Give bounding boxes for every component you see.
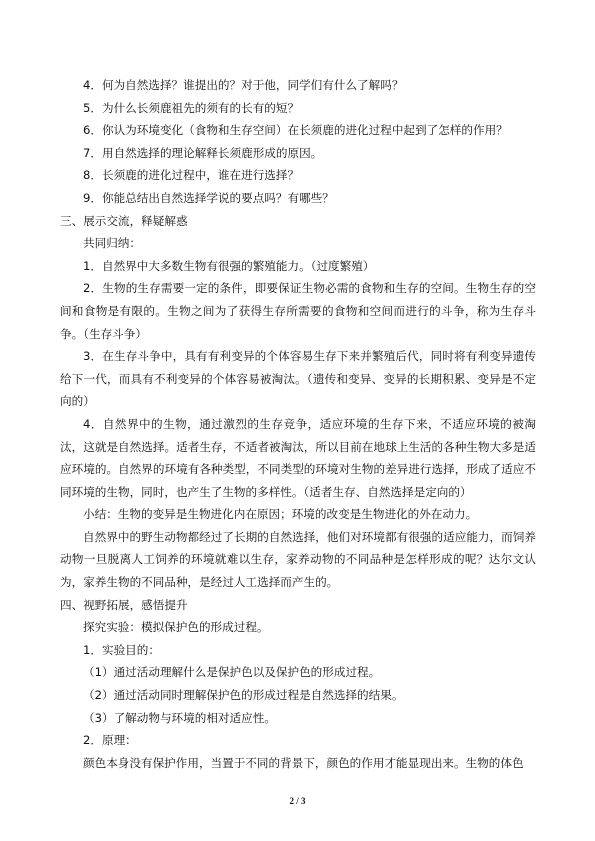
paragraph: （2）通过活动同时理解保护色的形成过程是自然选择的结果。 bbox=[83, 688, 404, 703]
document-body bbox=[60, 74, 536, 774]
paragraph: 探究实验：模拟保护色的形成过程。 bbox=[83, 620, 269, 635]
paragraph: （3）了解动物与环境的相对适应性。 bbox=[83, 710, 276, 725]
paragraph: 小结：生物的变异是生物进化内在原因；环境的改变是生物进化的外在动力。 bbox=[83, 507, 478, 522]
paragraph: 8．长须鹿的进化过程中，谁在进行选择？ bbox=[83, 168, 300, 183]
paragraph: 3．在生存斗争中，具有有利变异的个体容易生存下来并繁殖后代，同时将有利变异遗传给下一代，而具有不利变异的个体容易被淘汰。（遗传和变异、变异的长期积累、变异是不定向的） bbox=[60, 349, 536, 409]
page-number: 2 / 3 bbox=[289, 796, 306, 806]
paragraph: 三、展示交流，释疑解惑 bbox=[60, 213, 188, 228]
paragraph: 1．自然界中大多数生物有很强的繁殖能力。（过度繁殖） bbox=[83, 258, 375, 273]
paragraph: 1．实验目的： bbox=[83, 642, 160, 657]
paragraph: 7．用自然选择的理论解释长须鹿形成的原因。 bbox=[83, 145, 323, 160]
paragraph: 颜色本身没有保护作用，当置于不同的背景下，颜色的作用才能显现出来。生物的体色 bbox=[83, 755, 524, 770]
paragraph: 4．何为自然选择？谁提出的？对于他，同学们有什么了解吗？ bbox=[83, 78, 404, 92]
paragraph: 四、视野拓展，感悟提升 bbox=[60, 597, 188, 612]
paragraph: 自然界中的野生动物都经过了长期的自然选择，他们对环境都有很强的适应能力，而饲养动物一旦脱离人工饲养的环境就难以生存，家养动物的不同品种是怎样形成的呢？达尔文认为，家养生物的不同品种，是经过人工选择而产生的。 bbox=[60, 529, 536, 590]
paragraph: 6．你认为环境变化（食物和生存空间）在长须鹿的进化过程中起到了怎样的作用？ bbox=[83, 123, 508, 138]
paragraph: 4．自然界中的生物，通过激烈的生存竞争，适应环境的生存下来，不适应环境的被淘汰，这就是自然选择。适者生存，不适者被淘汰，所以目前在地球上生活的各种生物大多是适应环境的。自然界的环境有各种类型，不同类型的环境对生物的差异进行选择，形成了适应不同环境的生物，同时，也产生了生物的多样性。（适者生存、自然选择是定向的） bbox=[60, 416, 536, 499]
paragraph: （1）通过活动理解什么是保护色以及保护色的形成过程。 bbox=[83, 665, 381, 680]
paragraph: 2．原理： bbox=[83, 733, 137, 748]
paragraph: 5．为什么长须鹿祖先的须有的长有的短？ bbox=[83, 100, 300, 115]
paragraph: 共同归纳： bbox=[83, 236, 141, 251]
paragraph: 9．你能总结出自然选择学说的要点吗？有哪些？ bbox=[83, 190, 334, 205]
paragraph: 2．生物的生存需要一定的条件，即要保证生物必需的食物和生存的空间。生物生存的空间和食物是有限的。生物之间为了获得生存所需要的食物和空间而进行的斗争，称为生存斗争。（生存斗争） bbox=[60, 281, 536, 341]
